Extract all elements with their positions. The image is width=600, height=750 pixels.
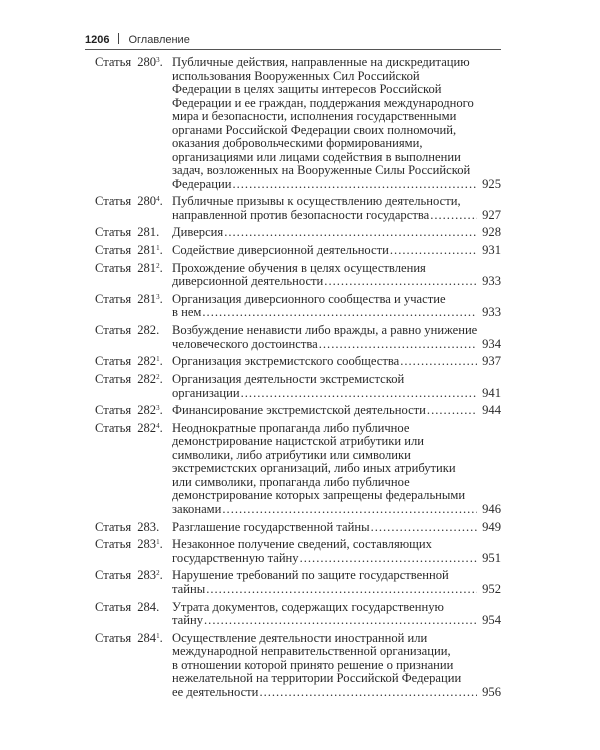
article-dot: . xyxy=(159,260,163,275)
article-dot: . xyxy=(159,403,163,418)
entry-page-number[interactable]: 931 xyxy=(482,243,501,258)
article-word: Статья xyxy=(95,568,132,583)
article-word: Статья xyxy=(95,599,132,614)
entry-page-number[interactable]: 952 xyxy=(482,581,501,596)
article-word: Статья xyxy=(95,403,132,418)
entry-page-number[interactable]: 933 xyxy=(482,305,501,320)
article-number-superscript: 2 xyxy=(156,569,160,578)
entry-title-line: государственную тайну xyxy=(172,550,299,565)
entry-title-line: направленной против безопасности государства xyxy=(172,207,430,222)
entry-title-line: человеческого достоинства xyxy=(172,336,318,351)
article-number: 280 xyxy=(137,55,157,69)
article-label xyxy=(95,632,172,700)
entry-title-line: законами xyxy=(172,501,222,516)
dot-leader xyxy=(300,552,477,566)
article-number: 283 xyxy=(137,519,157,534)
article-number-superscript: 4 xyxy=(156,195,160,204)
toc-entry[interactable] xyxy=(95,569,501,596)
article-number: 283 xyxy=(137,568,157,583)
article-label xyxy=(95,226,172,240)
entry-title-line: Осуществление деятельности иностранной или xyxy=(172,630,428,645)
article-number-superscript: 3 xyxy=(156,56,160,64)
dot-leader xyxy=(319,338,477,352)
toc-entry[interactable] xyxy=(95,538,501,565)
entry-page-number[interactable]: 925 xyxy=(482,176,501,191)
entry-title-line: диверсионной деятельности xyxy=(172,274,324,289)
article-word: Статья xyxy=(95,225,132,240)
article-number-superscript: 1 xyxy=(156,631,160,640)
article-word: Статья xyxy=(95,291,132,306)
dot-leader xyxy=(430,209,477,223)
dot-leader xyxy=(204,614,477,628)
article-word: Статья xyxy=(95,55,132,69)
toc-entry[interactable] xyxy=(95,373,501,400)
entry-title-line: Финансирование экстремистской деятельности xyxy=(172,403,426,418)
entry-title-line: Публичные действия, направленные на дискредитацию xyxy=(172,55,470,69)
article-dot: . xyxy=(159,372,163,386)
article-number: 282 xyxy=(137,420,157,435)
entry-title-line: демонстрирование нацистской атрибутики или xyxy=(172,434,424,449)
article-number: 282 xyxy=(137,354,157,369)
toc-entry[interactable] xyxy=(95,355,501,369)
entry-title-line: тайну xyxy=(172,613,204,628)
running-header xyxy=(85,33,501,50)
entry-title-line: Организация экстремистского сообщества xyxy=(172,354,400,369)
entry-title-line: организации xyxy=(172,385,240,400)
entry-title-line: Содействие диверсионной деятельности xyxy=(172,243,389,258)
toc-entry[interactable] xyxy=(95,262,501,289)
article-dot: . xyxy=(156,323,160,338)
dot-leader xyxy=(324,275,477,289)
entry-title-line: символики, либо атрибутики или символики xyxy=(172,447,411,462)
article-dot: . xyxy=(156,599,160,614)
entry-title-line: международной неправительственной организации, xyxy=(172,644,451,659)
article-number: 281 xyxy=(137,243,157,258)
article-label xyxy=(95,538,172,565)
entry-title-line: Прохождение обучения в целях осуществления xyxy=(172,260,426,275)
entry-page-number[interactable]: 941 xyxy=(482,385,501,400)
article-dot: . xyxy=(159,55,163,69)
entry-title-line: или символики, пропаганда либо публичное xyxy=(172,474,410,489)
entry-page-number[interactable]: 951 xyxy=(482,550,501,565)
entry-title-line: органами Российской Федерации своих полномочий, xyxy=(172,122,457,137)
article-number-superscript: 2 xyxy=(156,261,160,270)
entry-title-line: экстремистских организаций, либо иных атрибутики xyxy=(172,461,456,476)
article-number-superscript: 1 xyxy=(156,244,160,253)
dot-leader xyxy=(390,244,477,258)
entry-page-number[interactable]: 927 xyxy=(482,207,501,222)
article-number: 282 xyxy=(137,403,157,418)
article-number: 281 xyxy=(137,260,157,275)
article-label xyxy=(95,355,172,369)
dot-leader xyxy=(427,404,477,418)
article-dot: . xyxy=(159,194,163,209)
article-label xyxy=(95,521,172,535)
entry-page-number[interactable]: 933 xyxy=(482,274,501,289)
article-word: Статья xyxy=(95,372,132,386)
article-dot: . xyxy=(159,537,163,552)
article-label xyxy=(95,244,172,258)
entry-title-line: Возбуждение ненависти либо вражды, а равно унижение xyxy=(172,323,478,338)
article-word: Статья xyxy=(95,323,132,338)
article-dot: . xyxy=(159,354,163,369)
dot-leader xyxy=(232,178,477,192)
article-number: 281 xyxy=(137,225,157,240)
page-number: 1206 xyxy=(85,34,110,46)
dot-leader xyxy=(371,521,477,535)
article-number: 280 xyxy=(137,194,157,209)
article-label xyxy=(95,373,172,400)
article-number: 283 xyxy=(137,537,157,552)
dot-leader xyxy=(259,686,477,700)
entry-title-line: Утрата документов, содержащих государственную xyxy=(172,599,444,614)
article-dot: . xyxy=(159,568,163,583)
entry-title-line: Федерации и ее граждан, поддержания международного xyxy=(172,95,474,110)
toc-entry[interactable] xyxy=(95,632,501,700)
entry-page-number[interactable]: 944 xyxy=(482,403,501,418)
entry-title-line: тайны xyxy=(172,581,206,596)
entry-title-line: в отношении которой принято решение о признании xyxy=(172,657,454,672)
article-word: Статья xyxy=(95,354,132,369)
article-number-superscript: 1 xyxy=(156,355,160,364)
dot-leader xyxy=(400,355,477,369)
article-number: 281 xyxy=(137,291,157,306)
article-label xyxy=(95,422,172,517)
entry-page-number[interactable]: 949 xyxy=(482,519,501,534)
dot-leader xyxy=(206,583,477,597)
dot-leader xyxy=(224,226,477,240)
article-number-superscript: 2 xyxy=(156,373,160,381)
article-dot: . xyxy=(159,630,163,645)
toc-entry[interactable] xyxy=(95,195,501,222)
entry-title-line: Организация деятельности экстремистской xyxy=(172,372,405,386)
entry-title-line: Нарушение требований по защите государственной xyxy=(172,568,449,583)
article-label xyxy=(95,324,172,351)
article-label xyxy=(95,56,172,191)
entry-title-line: Неоднократные пропаганда либо публичное xyxy=(172,420,410,435)
article-word: Статья xyxy=(95,630,132,645)
entry-page-number[interactable]: 956 xyxy=(482,684,501,699)
toc-entry[interactable] xyxy=(95,244,501,258)
article-label xyxy=(95,195,172,222)
article-number-superscript: 3 xyxy=(156,404,160,413)
article-dot: . xyxy=(159,243,163,258)
entry-title-line: ее деятельности xyxy=(172,684,259,699)
article-dot: . xyxy=(159,291,163,306)
entry-title-line: демонстрирование которых запрещены федеральными xyxy=(172,488,466,503)
article-number: 284 xyxy=(137,599,157,614)
toc-entry[interactable] xyxy=(95,324,501,351)
toc-entry[interactable] xyxy=(95,293,501,320)
toc-entry[interactable] xyxy=(95,601,501,628)
entry-title-line: мира и безопасности, исполнения государственными xyxy=(172,109,457,123)
toc-entry[interactable] xyxy=(95,226,501,240)
article-word: Статья xyxy=(95,420,132,435)
article-label xyxy=(95,569,172,596)
article-word: Статья xyxy=(95,260,132,275)
entry-title-line: Незаконное получение сведений, составляющих xyxy=(172,537,432,552)
dot-leader xyxy=(241,387,477,401)
article-dot: . xyxy=(156,519,160,534)
entry-title-line: Разглашение государственной тайны xyxy=(172,519,370,534)
article-word: Статья xyxy=(95,194,132,209)
dot-leader xyxy=(202,306,477,320)
entry-page-number[interactable]: 946 xyxy=(482,501,501,516)
article-label xyxy=(95,601,172,628)
entry-page-number[interactable]: 937 xyxy=(482,354,501,369)
article-label xyxy=(95,293,172,320)
toc-entry[interactable] xyxy=(95,521,501,535)
entry-title-line: Организация диверсионного сообщества и участие xyxy=(172,291,446,306)
entry-title-line: Публичные призывы к осуществлению деятельности, xyxy=(172,194,461,209)
entry-title-line: Федерации xyxy=(172,176,232,191)
article-word: Статья xyxy=(95,519,132,534)
article-number-superscript: 3 xyxy=(156,292,160,301)
entry-title-line: использования Вооруженных Сил Российской xyxy=(172,68,420,83)
article-dot: . xyxy=(156,225,160,240)
entry-title-line: нежелательной на территории Российской Федерации xyxy=(172,671,462,686)
table-of-contents xyxy=(95,56,501,704)
article-number: 284 xyxy=(137,630,157,645)
article-dot: . xyxy=(159,420,163,435)
toc-entry[interactable] xyxy=(95,56,501,191)
toc-entry[interactable] xyxy=(95,404,501,418)
article-word: Статья xyxy=(95,537,132,552)
entry-page-number[interactable]: 954 xyxy=(482,613,501,628)
entry-page-number[interactable]: 928 xyxy=(482,225,501,240)
article-number: 282 xyxy=(137,323,157,338)
article-number: 282 xyxy=(137,372,157,386)
entry-page-number[interactable]: 934 xyxy=(482,336,501,351)
toc-entry[interactable] xyxy=(95,422,501,517)
article-number-superscript: 1 xyxy=(156,538,160,547)
entry-title-line: Диверсия xyxy=(172,225,224,240)
article-label xyxy=(95,262,172,289)
article-word: Статья xyxy=(95,243,132,258)
entry-title-line: Федерации в целях защиты интересов Российской xyxy=(172,82,442,96)
header-divider xyxy=(118,33,119,44)
entry-title-line: задач, возложенных на Вооруженные Силы Российской xyxy=(172,163,471,177)
entry-title-line: оказания добровольческими формированиями, xyxy=(172,136,423,150)
section-title: Оглавление xyxy=(128,34,190,46)
article-label xyxy=(95,404,172,418)
entry-title-line: организациями или лицами содействия в выполнении xyxy=(172,149,461,164)
article-number-superscript: 4 xyxy=(156,421,160,430)
entry-title-line: в нем xyxy=(172,305,202,320)
dot-leader xyxy=(222,503,477,517)
